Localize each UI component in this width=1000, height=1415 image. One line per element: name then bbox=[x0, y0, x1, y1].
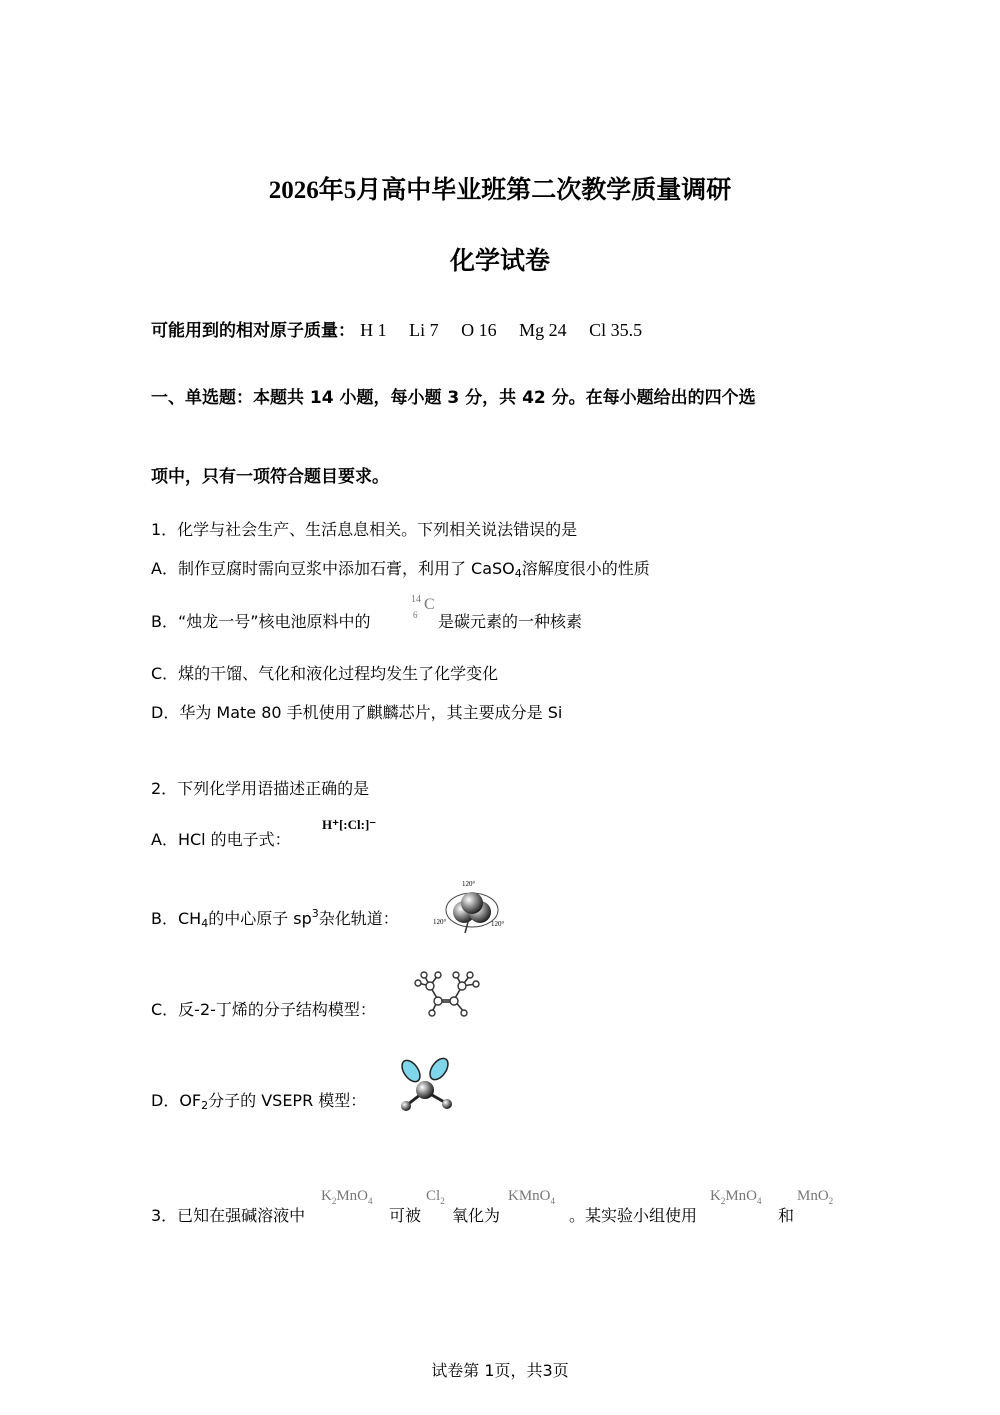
atomic-mass-line bbox=[151, 316, 660, 341]
q2-option-d: D．$OF_2$分子的 VSEPR 模型： bbox=[151, 1091, 367, 1112]
mass-cl: Cl 35.5 bbox=[589, 320, 643, 340]
q3-text-oxidized: 氧化为 bbox=[452, 1206, 501, 1225]
formula-k2mno4: $K_2MnO_4$ bbox=[321, 1188, 373, 1206]
section-heading-line2: 项中，只有一项符合题目要求。 bbox=[151, 467, 389, 487]
orbital-axis bbox=[465, 922, 468, 933]
q2-option-b: B．$CH_4$的中心原子 $sp^3$杂化轨道： bbox=[151, 907, 399, 930]
fluorine-atom bbox=[442, 1099, 452, 1109]
mass-h: H 1 bbox=[360, 320, 387, 340]
q1-option-a: A．制作豆腐时需向豆浆中添加石膏，利用了 CaSO$_4$溶解度很小的性质 bbox=[151, 559, 650, 580]
exam-title: 2026年5月高中毕业班第二次教学质量调研 bbox=[268, 177, 732, 204]
lone-pair-lobe bbox=[426, 1055, 451, 1083]
section-heading-line1: 一、单选题：本题共 14 小题，每小题 3 分，共 42 分。在每小题给出的四个选 bbox=[151, 388, 756, 408]
q1-option-c: C．煤的干馏、气化和液化过程均发生了化学变化 bbox=[151, 664, 499, 683]
formula-cl2: $Cl_2$ bbox=[426, 1188, 445, 1206]
orbital-lobe bbox=[461, 892, 483, 914]
nuclide-symbol: C bbox=[424, 596, 435, 613]
page-footer: 试卷第 1页，共3页 bbox=[431, 1361, 569, 1380]
q1-stem: 1．化学与社会生产、生活息息相关。下列相关说法错误的是 bbox=[151, 520, 578, 539]
formula-mno2: MnO$_2$ bbox=[797, 1188, 834, 1206]
q1-option-b: B．“烛龙一号”核电池原料中的 bbox=[151, 612, 371, 631]
q1-option-d: D．华为 Mate 80 手机使用了麒麟芯片，其主要成分是 Si bbox=[151, 703, 563, 722]
fluorine-atom bbox=[401, 1101, 411, 1111]
nuclide-mass-number: 14 bbox=[411, 594, 421, 605]
q3-text-and: 和 bbox=[778, 1206, 795, 1225]
q1-option-b-rest: 是碳元素的一种核素 bbox=[438, 612, 583, 631]
subject-title: 化学试卷 bbox=[449, 246, 550, 275]
q2-stem: 2．下列化学用语描述正确的是 bbox=[151, 779, 370, 798]
formula-k2mno4-2: $K_2MnO_4$ bbox=[710, 1188, 762, 1206]
angle-label-right: 120° bbox=[491, 920, 505, 928]
hcl-electron-formula-image: H⁺[:Cl:]⁻ bbox=[322, 817, 377, 832]
trans-2-butene-model bbox=[410, 970, 486, 1022]
atomic-mass-label: 可能用到的相对原子质量： bbox=[151, 321, 355, 341]
mass-mg: Mg 24 bbox=[519, 320, 567, 340]
angle-label-top: 120° bbox=[462, 880, 476, 888]
q2-option-c: C．反-2-丁烯的分子结构模型： bbox=[151, 1000, 376, 1019]
q2-option-a: A．HCl 的电子式： bbox=[151, 830, 291, 849]
q3-text-group: 。某实验小组使用 bbox=[569, 1206, 698, 1225]
central-atom bbox=[416, 1081, 434, 1099]
nuclide-atomic-number: 6 bbox=[413, 610, 418, 620]
of2-vsepr-model bbox=[395, 1055, 459, 1115]
mass-li: Li 7 bbox=[409, 320, 439, 340]
mass-o: O 16 bbox=[461, 320, 497, 340]
lone-pair-lobe bbox=[398, 1057, 423, 1085]
formula-kmno4: KMnO$_4$ bbox=[508, 1188, 556, 1206]
angle-label-left: 120° bbox=[433, 918, 447, 926]
q3-stem-start: 3．已知在强碱溶液中 bbox=[151, 1206, 306, 1225]
sp3-orbital-diagram bbox=[430, 878, 512, 936]
q3-text-can-be: 可被 bbox=[389, 1206, 422, 1225]
